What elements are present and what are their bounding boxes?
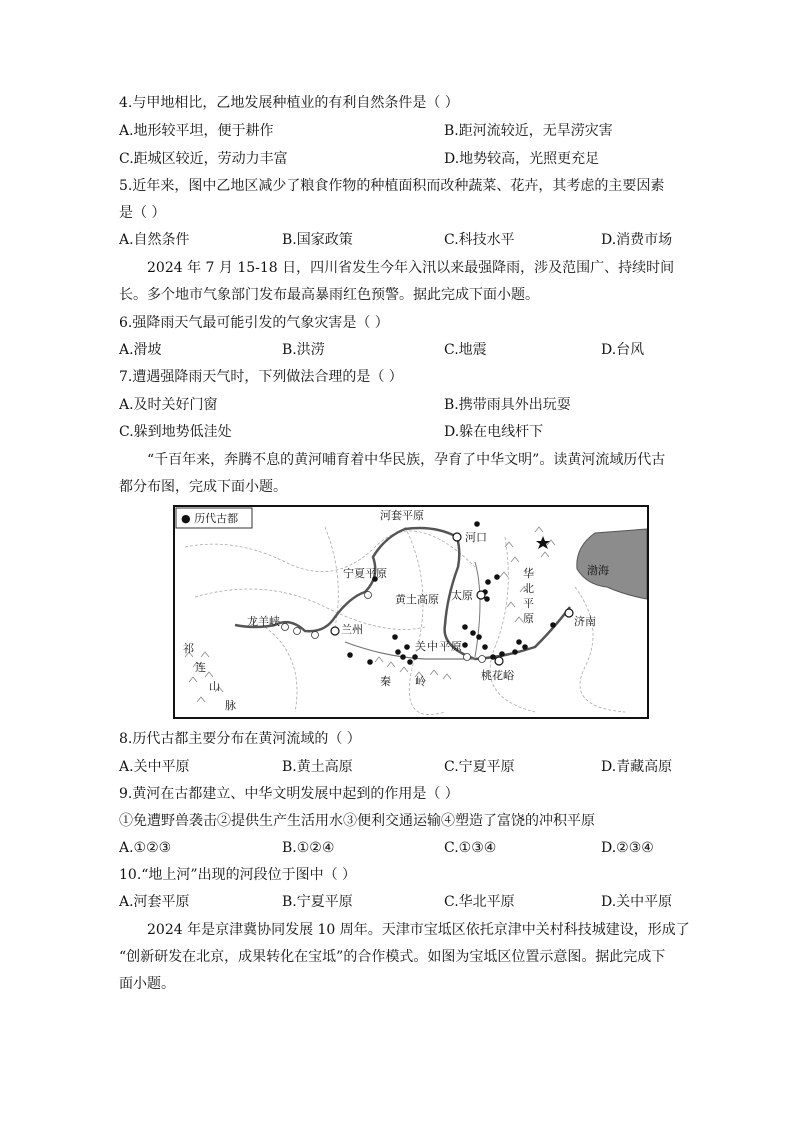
q5-option-c: C.科技水平 [444,232,515,248]
passage3-line1: 2024 年是京津冀协同发展 10 周年。天津市宝坻区依托京津中关村科技城建设，形成了 [147,922,690,938]
label-taiyuan: 太原 [451,589,473,602]
label-jinan: 济南 [574,615,596,628]
label-bei: 北 [523,582,534,595]
q5-stem-line2: 是（ ） [119,205,166,221]
label-lian: 连 [195,661,206,674]
q5-option-a: A.自然条件 [119,232,190,248]
q7-option-c: C.躲到地势低洼处 [119,424,232,440]
label-guan: 关 [415,640,426,653]
label-hetao: 河套平原 [380,509,424,522]
yellow-river-capitals-map [173,505,649,719]
q10-option-c: C.华北平原 [444,894,515,910]
label-zhong: 中 [427,640,438,653]
q6-option-a: A.滑坡 [119,342,162,358]
label-qi: 祁 [183,642,194,655]
label-huangtu: 黄土高原 [395,593,439,606]
passage2-line2: 都分布图，完成下面小题。 [119,479,287,495]
fen-river [475,562,480,657]
q4-stem: 4.与甲地相比，乙地发展种植业的有利自然条件是（ ） [119,95,459,111]
label-taohuayu: 桃花峪 [481,669,514,682]
label-longyangxia: 龙羊峡 [247,615,280,628]
passage3-line3: 面小题。 [119,976,175,992]
passage1-line1: 2024 年 7 月 15-18 日，四川省发生今年入汛以来最强降雨，涉及范围广、持续时间 [147,260,675,276]
q6-option-b: B.洪涝 [282,342,325,358]
q10-stem: 10.“地上河”出现的河段位于图中（ ） [119,867,357,883]
q9-option-b: B.①②④ [282,840,335,856]
q6-option-c: C.地震 [444,342,487,358]
q10-option-b: B.宁夏平原 [282,894,353,910]
q8-option-a: A.关中平原 [119,759,190,775]
beijing-star-icon [536,536,550,549]
label-hua: 华 [523,567,534,580]
passage3-line2: “创新研发在北京，成果转化在宝坻”的合作模式。如图为宝坻区位置示意图。据此完成下 [119,949,666,965]
q4-option-d: D.地势较高，光照更充足 [444,151,600,167]
q7-stem: 7.遭遇强降雨天气时，下列做法合理的是（ ） [119,369,403,385]
q10-option-a: A.河套平原 [119,894,190,910]
q7-option-b: B.携带雨具外出玩耍 [444,397,571,413]
q8-option-d: D.青藏高原 [601,759,673,775]
passage2-line1: “千百年来，奔腾不息的黄河哺育着中华民族，孕育了中华文明”。读黄河流域历代古 [147,452,666,468]
q5-option-b: B.国家政策 [282,232,353,248]
label-yuan2: 原 [451,640,462,653]
q10-option-d: D.关中平原 [601,894,673,910]
label-bohai: 渤海 [587,564,609,577]
label-mai: 脉 [225,699,236,712]
q8-option-c: C.宁夏平原 [444,759,515,775]
q4-option-b: B.距河流较近，无旱涝灾害 [444,123,613,139]
label-hekou: 河口 [465,531,487,544]
q9-option-c: C.①③④ [444,840,497,856]
label-yuan: 原 [523,612,534,625]
label-qin: 秦 [380,675,391,688]
map-drawing [175,507,647,717]
q9-option-d: D.②③④ [601,840,654,856]
label-shan: 山 [209,680,220,693]
q9-option-a: A.①②③ [119,840,172,856]
q9-stem: 9.黄河在古都建立、中华文明发展中起到的作用是（ ） [119,786,459,802]
label-lanzhou: 兰州 [341,623,363,636]
q6-stem: 6.强降雨天气最可能引发的气象灾害是（ ） [119,315,389,331]
label-ningxia: 宁夏平原 [343,567,387,580]
legend-text: ● 历代古都 [181,512,239,525]
passage1-line2: 长。多个地市气象部门发布最高暴雨红色预警。据此完成下面小题。 [119,287,539,303]
q6-option-d: D.台风 [601,342,645,358]
q7-option-a: A.及时关好门窗 [119,397,218,413]
q4-option-a: A.地形较平坦，便于耕作 [119,123,274,139]
q4-option-c: C.距城区较近，劳动力丰富 [119,151,288,167]
q7-option-d: D.躲在电线杆下 [444,424,544,440]
label-ping2: 平 [439,640,450,653]
q9-statement: ①免遭野兽袭击②提供生产生活用水③便利交通运输④塑造了富饶的冲积平原 [119,813,595,829]
label-ling: 岭 [415,675,426,688]
q8-stem: 8.历代古都主要分布在黄河流域的（ ） [119,731,361,747]
label-ping: 平 [523,597,534,610]
q8-option-b: B.黄土高原 [282,759,353,775]
q5-option-d: D.消费市场 [601,232,673,248]
q5-stem-line1: 5.近年来，图中乙地区减少了粮食作物的种植面积而改种蔬菜、花卉，其考虑的主要因素 [119,178,665,194]
